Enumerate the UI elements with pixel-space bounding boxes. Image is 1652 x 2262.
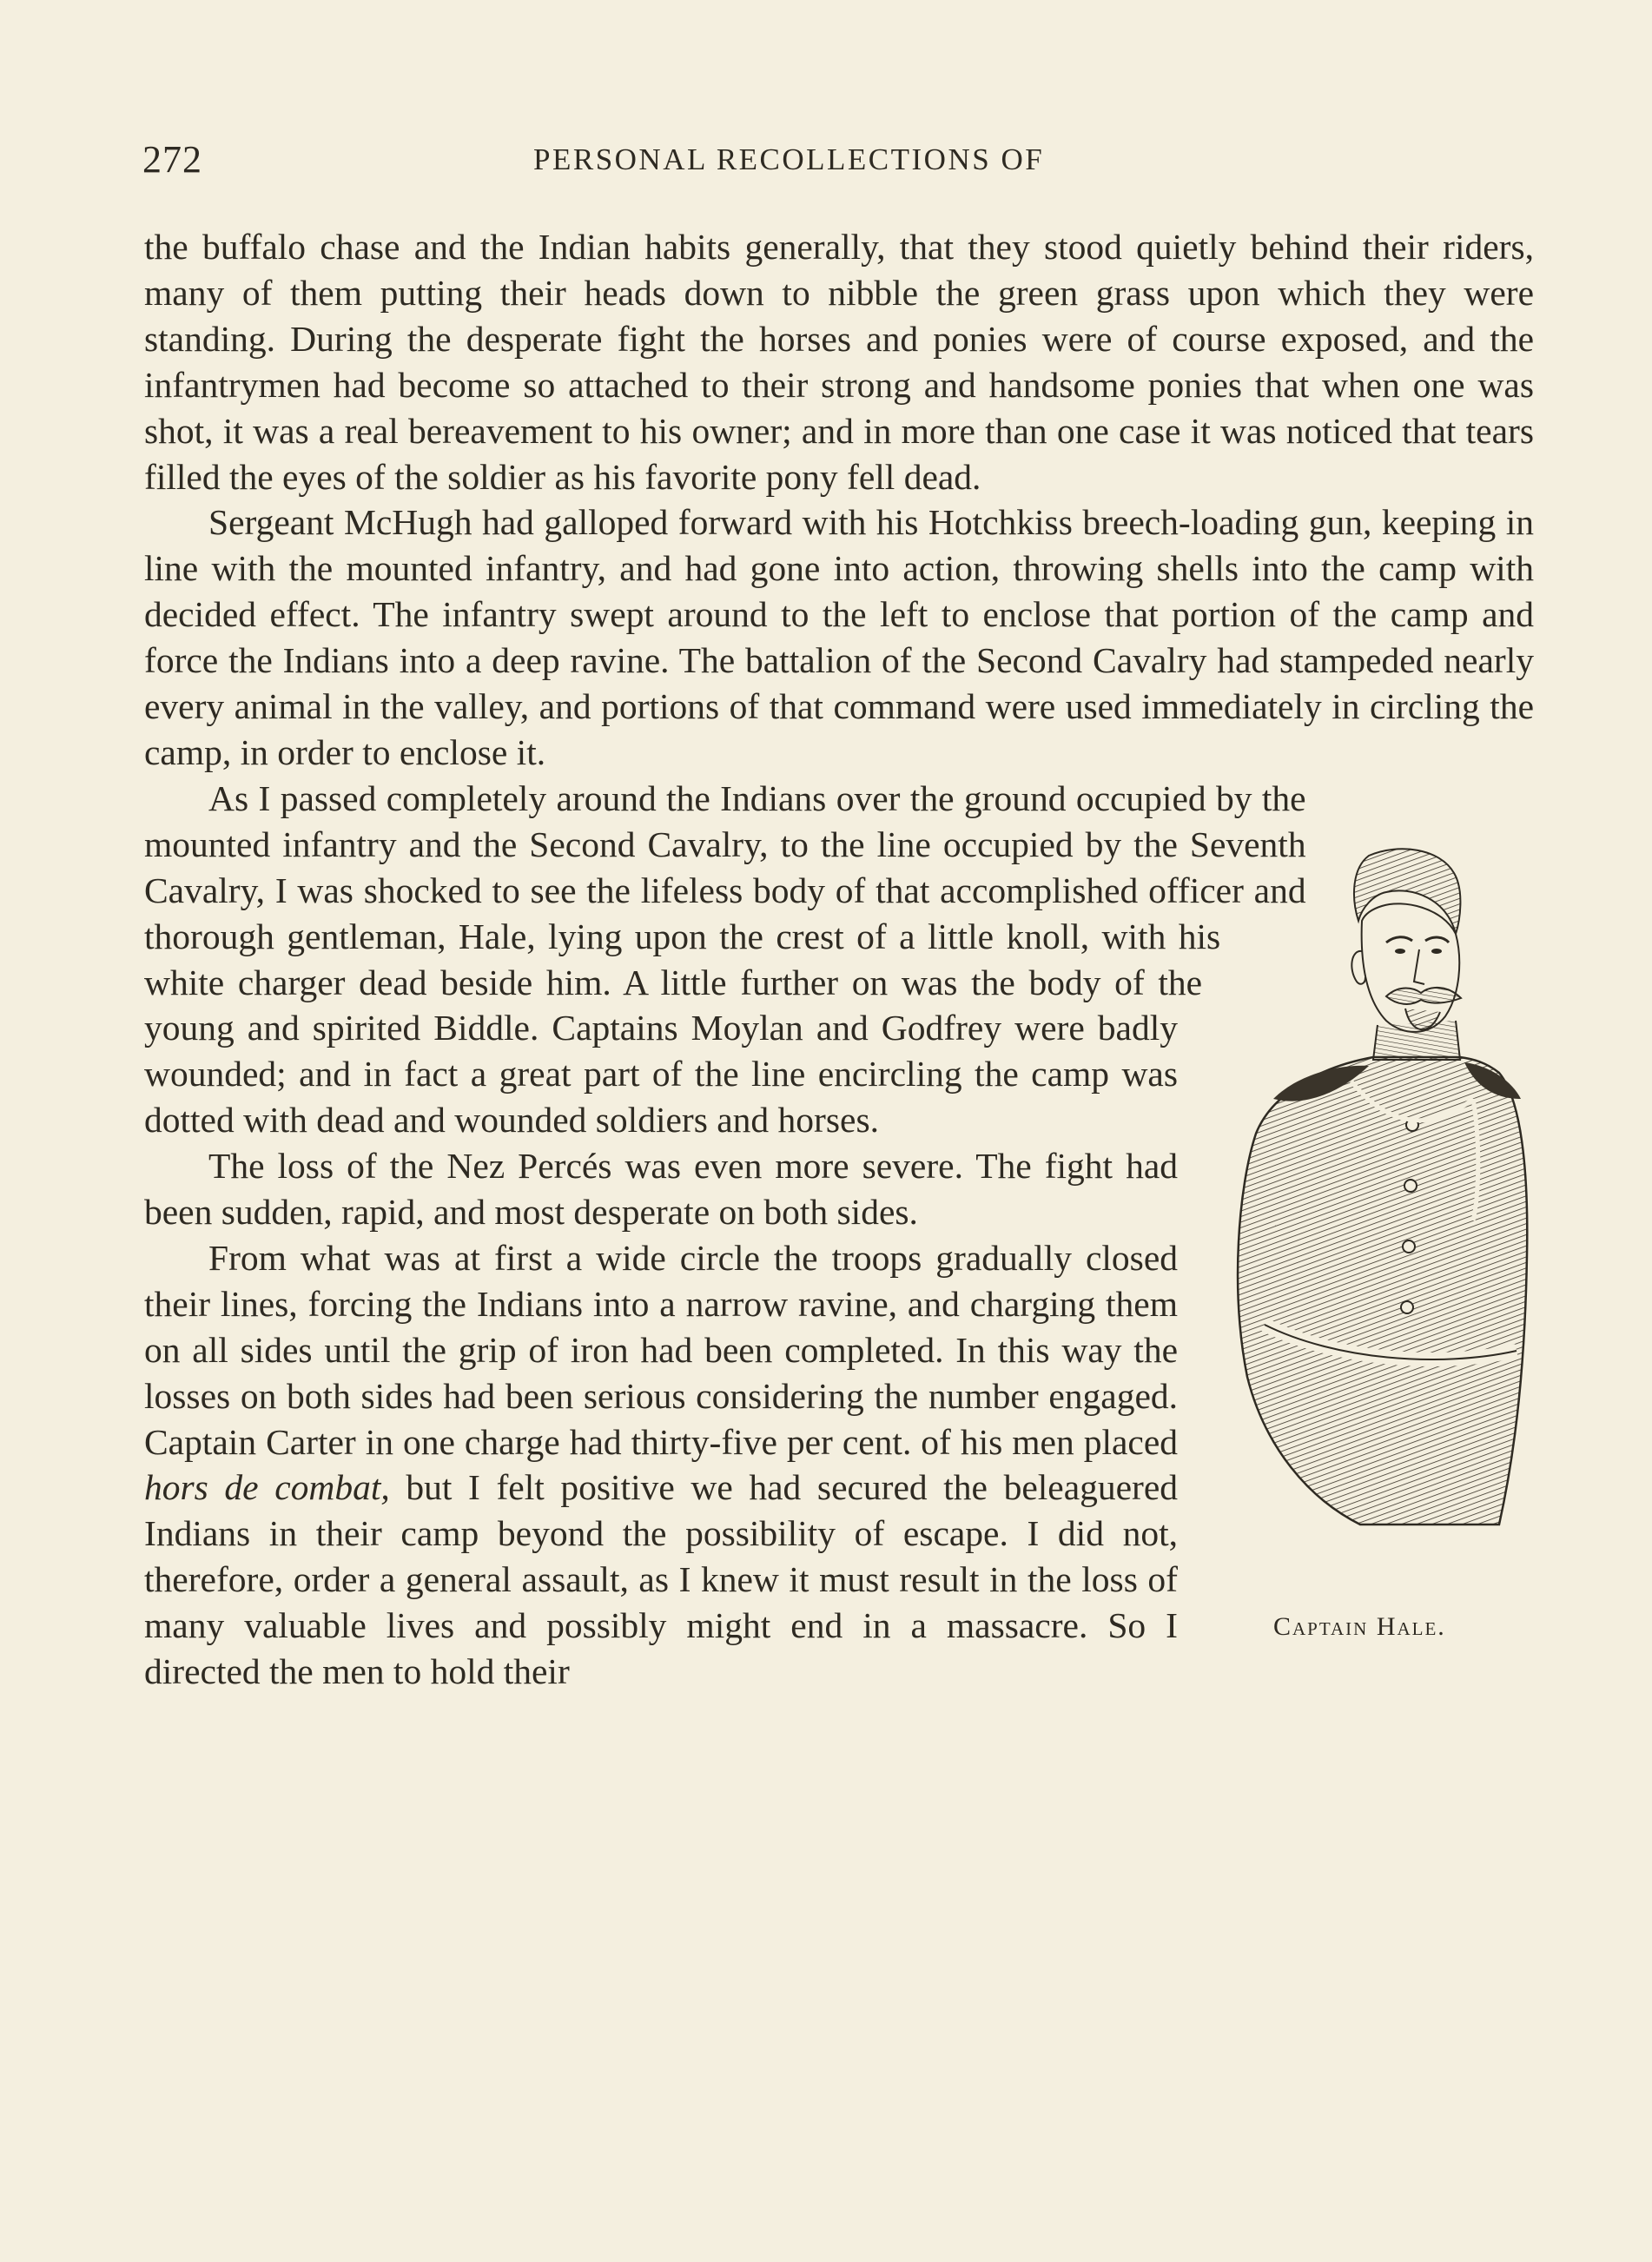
paragraph-4: The loss of the Nez Percés was even more severe. The fight had been sudden, rapid, and most desperate on both sides.: [144, 1146, 1178, 1233]
paragraph-5-end: but I felt positive we had secured the beleaguered Indians in their camp beyond the possibility of escape. I did not, therefore, order a general assault, as I knew it must result in the loss of many valuable lives and possibly might end in a massacre. So I directed the men to hold their: [144, 1467, 1179, 1692]
paragraph-5-italic: hors de combat,: [144, 1467, 390, 1508]
running-head: PERSONAL RECOLLECTIONS OF: [533, 142, 1045, 176]
body-text: [144, 224, 1534, 1695]
paragraph-5-start: From what was at first a wide circle the troops gradually closed their lines, forcing the Indians into a narrow ravine, and charging them on all sides until the grip of iron had been completed. In this way the losses on both sides had been serious considering the number engaged. Captain Carter in one charge had thirty-five per cent. of his men placed: [144, 1237, 1178, 1462]
paragraph-1: the buffalo chase and the Indian habits generally, that they stood quietly behind their riders, many of them putting their heads down to nibble the green grass upon which they were standing. During the desperate fight the horses and ponies were of course exposed, and the infantrymen had become so attached to their strong and handsome ponies that when one was shot, it was a real bereavement to his owner; and in more than one case it was noticed that tears filled the eyes of the soldier as his favorite pony fell dead.: [144, 227, 1534, 497]
page-header: [0, 137, 1652, 189]
portrait-engraving-icon: [1213, 838, 1534, 1585]
figure-caption: Captain Hale.: [1273, 1611, 1446, 1641]
paragraph-3: As I passed completely around the Indians over the ground occupied by the mounted infantry and the Second Cavalry, to the line occupied by the Seventh Cavalry, I was shocked to see the lifeless body of that accomplished officer and thorough gentleman, Hale, lying upon the crest of a little knoll, with his white charger dead beside him. A little further on was the body of the young and spirited Biddle. Captains Moylan and Godfrey were badly wounded; and in fact a great part of the line encircling the camp was dotted with dead and wounded soldiers and horses.: [144, 777, 1306, 1141]
portrait-figure: [1213, 838, 1534, 1672]
page-number: 272: [142, 138, 202, 181]
paragraph-2: Sergeant McHugh had galloped forward with his Hotchkiss breech-loading gun, keeping in line with the mounted infantry, and had gone into action, throwing shells into the camp with decided effect. The infantry swept around to the left to enclose that portion of the camp and force the Indians into a deep ravine. The battalion of the Second Cavalry had stampeded nearly every animal in the valley, and portions of that command were used immediately in circling the camp, in order to enclose it.: [144, 502, 1534, 772]
